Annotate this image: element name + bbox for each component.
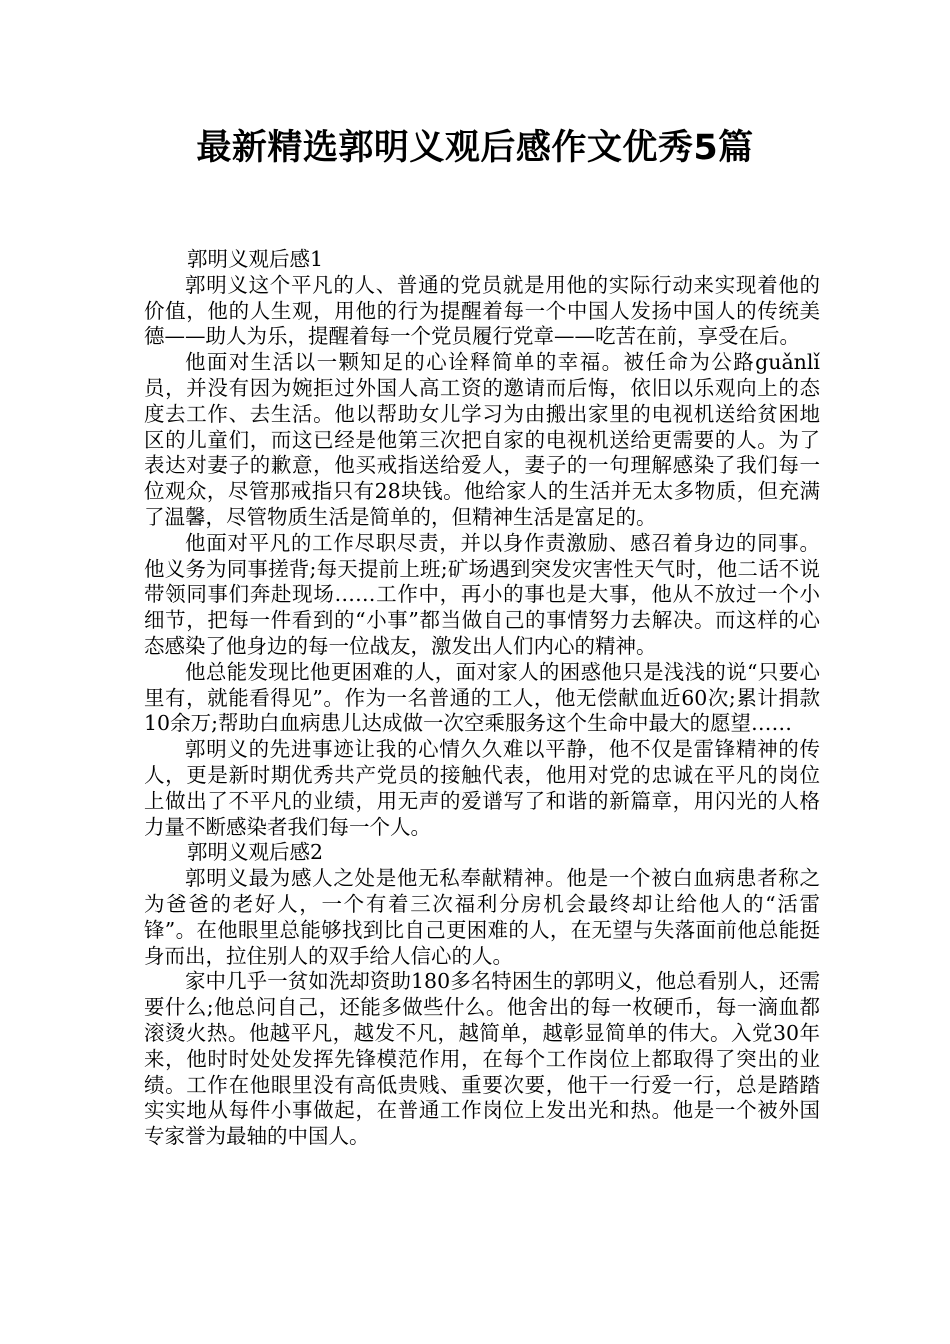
body-paragraph: 他面对平凡的工作尽职尽责，并以身作责激励、感召着身边的同事。他义务为同事搓背;每天提前上班;矿场遇到突发灾害性天气时，他二话不说带领同事们奔赴现场……工作中，再小的事也是大事，他从不放过一个小细节，把每一件看到的“小事”都当做自己的事情努力去解决。而这样的心态感染了他身边的每一位战友，激发出人们内心的精神。 (144, 530, 820, 658)
document-body (144, 247, 820, 1150)
body-paragraph: 家中几乎一贫如洗却资助180多名特困生的郭明义，他总看别人，还需要什么;他总问自己，还能多做些什么。他舍出的每一枚硬币，每一滴血都滚烫火热。他越平凡，越发不凡，越简单，越彰显简单的伟大。入党30年来，他时时处处发挥先锋模范作用，在每个工作岗位上都取得了突出的业绩。工作在他眼里没有高低贵贱、重要次要，他干一行爱一行，总是踏踏实实地从每件小事做起，在普通工作岗位上发出光和热。他是一个被外国专家誉为最轴的中国人。 (144, 969, 820, 1149)
body-paragraph: 郭明义最为感人之处是他无私奉献精神。他是一个被白血病患者称之为爸爸的老好人，一个有着三次福利分房机会最终却让给他人的“活雷锋”。在他眼里总能够找到比自己更困难的人，在无望与失落面前他总能挺身而出，拉住别人的双手给人信心的人。 (144, 866, 820, 968)
body-paragraph: 他总能发现比他更困难的人，面对家人的困惑他只是浅浅的说“只要心里有，就能看得见”。作为一名普通的工人，他无偿献血近60次;累计捐款10余万;帮助白血病患儿达成做一次空乘服务这个生命中最大的愿望…… (144, 659, 820, 736)
document-title: 最新精选郭明义观后感作文优秀5篇 (196, 128, 754, 168)
body-paragraph: 郭明义的先进事迹让我的心情久久难以平静，他不仅是雷锋精神的传人，更是新时期优秀共产党员的接触代表，他用对党的忠诚在平凡的岗位上做出了不平凡的业绩，用无声的爱谱写了和谐的新篇章，用闪光的人格力量不断感染者我们每一个人。 (144, 737, 820, 839)
section-heading: 郭明义观后感1 (187, 247, 324, 271)
body-paragraph: 郭明义这个平凡的人、普通的党员就是用他的实际行动来实现着他的价值，他的人生观，用他的行为提醒着每一个中国人发扬中国人的传统美德——助人为乐，提醒着每一个党员履行党章——吃苦在前，享受在后。 (144, 272, 820, 349)
body-paragraph: 他面对生活以一颗知足的心诠释简单的幸福。被任命为公路guǎnlǐ员，并没有因为婉拒过外国人高工资的邀请而后悔，依旧以乐观向上的态度去工作、去生活。他以帮助女儿学习为由搬出家里的电视机送给贫困地区的儿童们，而这已经是他第三次把自家的电视机送给更需要的人。为了表达对妻子的歉意，他买戒指送给爱人，妻子的一句理解感染了我们每一位观众，尽管那戒指只有28块钱。他给家人的生活并无太多物质，但充满了温馨，尽管物质生活是简单的，但精神生活是富足的。 (144, 350, 820, 529)
section-heading: 郭明义观后感2 (187, 840, 324, 865)
